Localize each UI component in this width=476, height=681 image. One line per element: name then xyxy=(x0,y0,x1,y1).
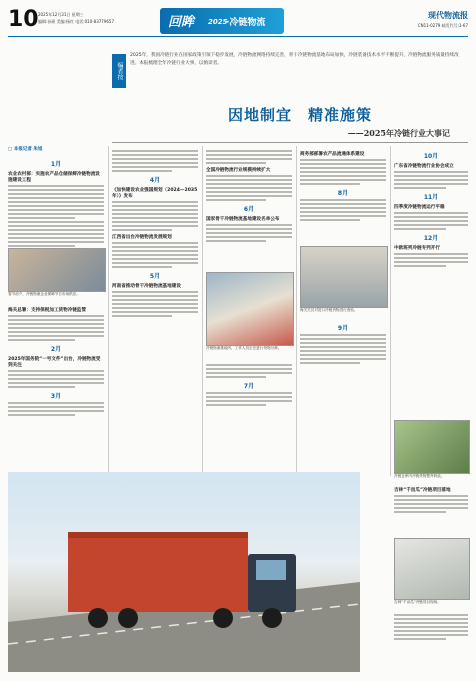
column-3-cont xyxy=(206,362,292,408)
month-heading: 6月 xyxy=(243,206,255,213)
section-banner xyxy=(160,8,284,34)
column-divider xyxy=(202,146,203,476)
newspaper-brand: 现代物流报 xyxy=(428,10,468,20)
photo-4 xyxy=(394,420,470,474)
photo-2 xyxy=(206,272,294,346)
month-heading: 2月 xyxy=(50,346,62,353)
column-divider xyxy=(390,146,391,476)
editor-info: 编辑:孙硕 美编:杨红 电话:010-83779657 xyxy=(38,19,115,24)
column-5 xyxy=(394,148,468,269)
author-byline: □ 本报记者 朱旭 xyxy=(8,147,43,152)
publication-code: CN11-0279 邮发代号:1-67 xyxy=(417,23,468,28)
month-heading: 4月 xyxy=(149,177,161,184)
headline-rule xyxy=(112,142,468,143)
column-1-cont xyxy=(8,304,104,418)
page-header xyxy=(8,8,468,34)
truck-photo xyxy=(8,472,360,672)
entry-heading: 2025年国务院“一号文件”出台，冷链物流受到关注 xyxy=(8,357,101,368)
headline: 因地制宜 精准施策 xyxy=(227,106,372,124)
entry-heading: 国家骨干冷链物流基地建设名单公布 xyxy=(206,217,280,222)
photo-1 xyxy=(8,248,106,292)
entry-heading: 江西省出台冷链物流发展规划 xyxy=(112,235,172,240)
column-5-end xyxy=(394,612,468,642)
entry-heading: 商务部部署农产品流通体系建设 xyxy=(300,152,365,157)
truck-illustration xyxy=(8,472,360,672)
page-number: 10 xyxy=(8,7,39,32)
entry-heading: 四季度冷链物流运行平稳 xyxy=(394,205,445,210)
photo-5 xyxy=(394,538,470,600)
column-divider xyxy=(108,146,109,476)
entry-heading: 《加快建设农业强国规划（2024—2035年）》发布 xyxy=(112,188,198,199)
header-rule xyxy=(8,36,468,37)
month-heading: 3月 xyxy=(50,393,62,400)
photo-3-caption: 海关关员对进口冷链货物进行查验。 xyxy=(300,308,358,312)
photo-1-caption: 春节前夕，冷链物流企业保障节日市场供应。 xyxy=(8,292,80,296)
month-heading: 8月 xyxy=(337,190,349,197)
column-4 xyxy=(300,148,386,223)
month-heading: 12月 xyxy=(423,235,439,242)
photo-2-caption: 冷链物流基地内，工作人员正在进行货物分拣。 xyxy=(206,346,282,350)
column-3 xyxy=(206,148,292,244)
editor-note-tag: 编者按 xyxy=(112,54,126,88)
issue-date: 2025年12月31日 星期三 xyxy=(38,12,84,17)
month-heading: 5月 xyxy=(149,273,161,280)
month-heading: 1月 xyxy=(50,161,62,168)
entry-heading: 全国冷链物流行业规模持续扩大 xyxy=(206,168,271,173)
column-2 xyxy=(112,148,198,319)
entry-heading: 广东省冷链物流行业协会成立 xyxy=(394,164,454,169)
subheadline: ——2025年冷链行业大事记 xyxy=(347,128,450,138)
photo-5-caption: 吉林“千亩瓜”冷链项目现场。 xyxy=(394,600,441,604)
photo-3 xyxy=(300,246,388,308)
column-divider xyxy=(296,146,297,476)
column-1 xyxy=(8,156,104,249)
entry-heading: 吉林“千亩瓜”冷链项目落地 xyxy=(394,488,451,493)
month-heading: 7月 xyxy=(243,383,255,390)
banner-title: 回眸 xyxy=(168,15,195,30)
month-heading: 9月 xyxy=(337,325,349,332)
banner-section: ·冷链物流 xyxy=(226,18,266,28)
month-heading: 11月 xyxy=(423,194,439,201)
photo-4-caption: 冷链仓库内冷链货物整齐码放。 xyxy=(394,474,445,478)
banner-year: 2025 xyxy=(208,18,228,26)
editor-note: 2025年，我国冷链行业在国家政策引领下稳步发展，冷链物流网络持续完善，骨干冷链物流基地布局加快，冷链装备技术水平不断提升，冷链物流服务质量持续改进。本报梳理全年冷链行业大事，以飨读者。 xyxy=(130,53,459,66)
entry-heading: 河南省推动骨干冷链物流基地建设 xyxy=(112,284,181,289)
month-heading: 10月 xyxy=(423,153,439,160)
entry-heading: 农业农村部：实施农产品仓储保鲜冷链物流设施建设工程 xyxy=(8,172,100,183)
column-5-cont xyxy=(394,484,468,515)
entry-heading: 中欧班列冷链专列开行 xyxy=(394,246,440,251)
entry-heading: 海关总署：支持保税加工货物冷链监管 xyxy=(8,308,87,313)
column-4-cont xyxy=(300,320,386,366)
